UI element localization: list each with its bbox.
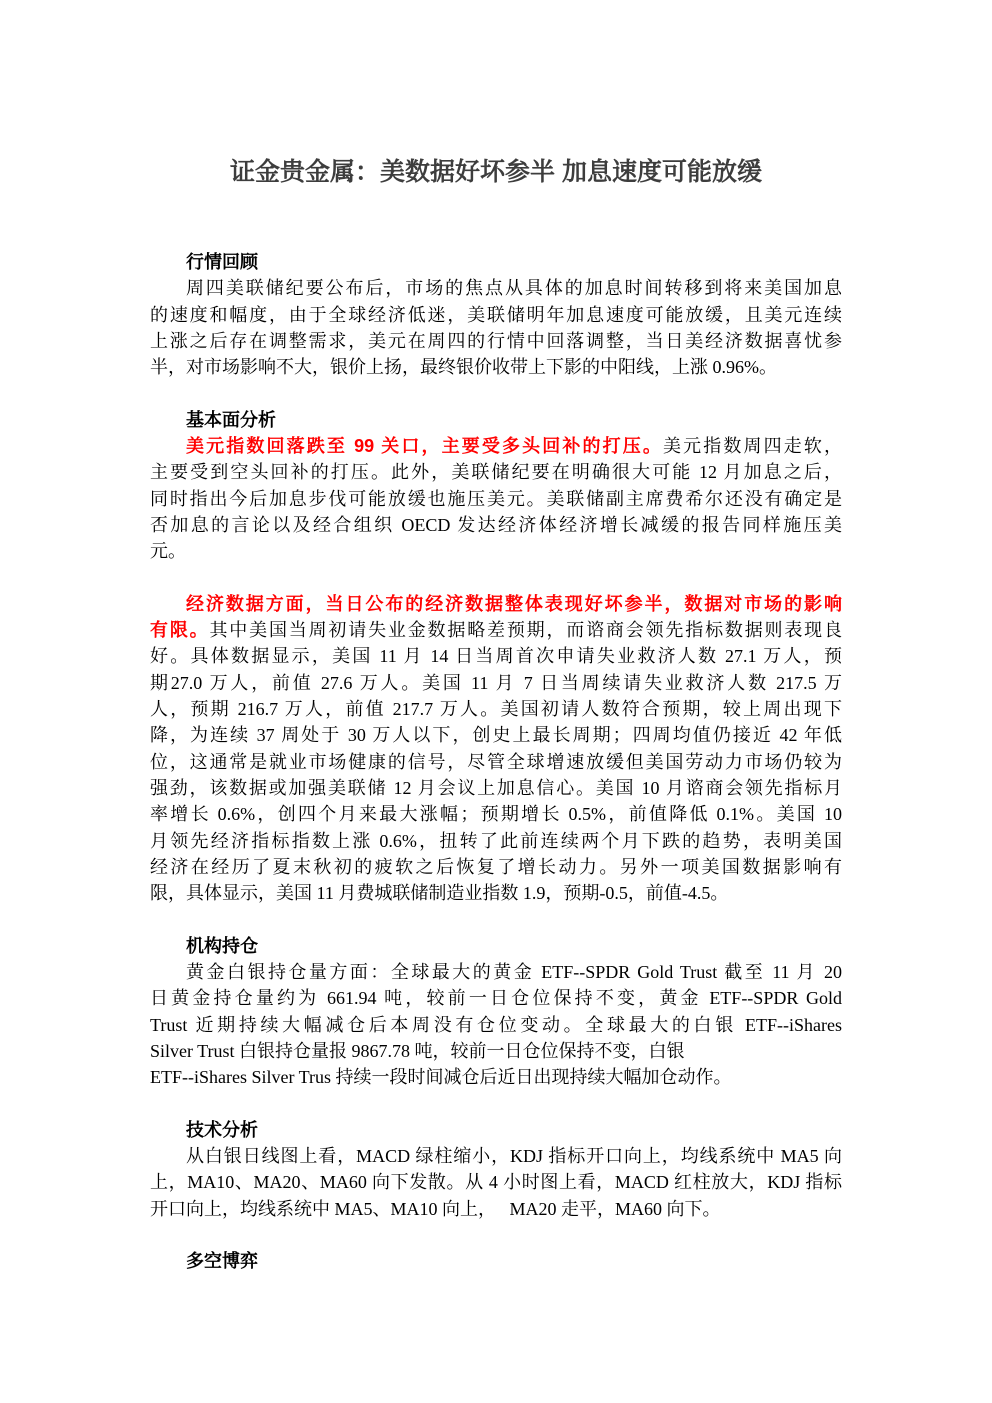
paragraph-line: 否加息的言论以及经合组织 OECD 发达经济体经济增长减缓的报告同样施压美 [150, 514, 842, 535]
section-heading: 基本面分析 [186, 409, 276, 430]
blank-line [150, 1091, 842, 1117]
paragraph-line: 经济在经历了夏末秋初的疲软之后恢复了增长动力。另外一项美国数据影响有 [150, 856, 842, 877]
paragraph-line: 上涨之后存在调整需求，美元在周四的行情中回落调整，当日美经济数据喜忧参 [150, 330, 842, 351]
paragraph-line: 黄金白银持仓量方面：全球最大的黄金 ETF--SPDR Gold Trust 截至 11 月 20 [186, 962, 842, 983]
paragraph-line [150, 617, 842, 643]
paragraph-line: 开口向上，均线系统中 MA5、MA10 向上， MA20 走平，MA60 向下。 [150, 1198, 721, 1219]
paragraph-line: 同时指出今后加息步伐可能放缓也施压美元。美联储副主席费希尔还没有确定是 [150, 488, 842, 509]
paragraph [150, 433, 842, 564]
highlight-text: 经济数据方面，当日公布的经济数据整体表现好坏参半，数据对市场的影响 [186, 593, 842, 614]
paragraph [150, 591, 842, 907]
paragraph-line: 的速度和幅度，由于全球经济低迷，美联储明年加息速度可能放缓，且美元连续 [150, 304, 842, 325]
paragraph-line: 率增长 0.6%，创四个月来最大涨幅；预期增长 0.5%，前值降低 0.1%。美国 10 [150, 804, 842, 825]
section-bull-bear-game [150, 1248, 842, 1274]
section-heading: 多空博弈 [186, 1251, 258, 1272]
article-body [150, 249, 842, 1275]
paragraph-line [150, 433, 842, 459]
section-heading: 机构持仓 [186, 935, 258, 956]
paragraph-line: Silver Trust 白银持仓量报 9867.78 吨，较前一日仓位保持不变，白银 [150, 1040, 685, 1061]
paragraph-line: 主要受到空头回补的打压。此外，美联储纪要在明确很大可能 12 月加息之后， [150, 462, 842, 483]
highlight-text: 有限。 [150, 620, 210, 641]
section-technical-analysis [150, 1117, 842, 1222]
paragraph-line: Trust 近期持续大幅减仓后本周没有仓位变动。全球最大的白银 ETF--iShares [150, 1014, 842, 1035]
paragraph-line: 强劲，该数据或加强美联储 12 月会议上加息信心。美国 10 月谘商会领先指标月 [150, 777, 842, 798]
paragraph [150, 959, 842, 1090]
blank-line [150, 906, 842, 932]
section-heading: 技术分析 [186, 1119, 258, 1140]
section-heading: 行情回顾 [186, 252, 258, 272]
paragraph-line: ETF--iShares Silver Trus 持续一段时间减仓后近日出现持续大幅加仓动作。 [150, 1067, 732, 1088]
line-text: 其中美国当周初请失业金数据略差预期，而谘商会领先指标数据则表现良 [209, 620, 843, 641]
blank-line [150, 565, 842, 591]
paragraph [150, 1143, 842, 1222]
paragraph-line: 位，这通常是就业市场健康的信号，尽管全球增速放缓但美国劳动力市场仍较为 [150, 751, 842, 772]
section-market-review [150, 249, 842, 380]
paragraph-line: 人，预期 216.7 万人，前值 217.7 万人。美国初请人数符合预期，较上周出现下 [150, 699, 842, 720]
paragraph-line: 上，MA10、MA20、MA60 向下发散。从 4 小时图上看，MACD 红柱放大，KDJ 指标 [150, 1172, 842, 1193]
paragraph-line: 限，具体显示，美国 11 月费城联储制造业指数 1.9，预期-0.5，前值-4.5。 [150, 883, 729, 904]
section-institutional-holdings [150, 933, 842, 1091]
section-fundamental-analysis [150, 407, 842, 907]
paragraph-line: 降，为连续 37 周处于 30 万人以下，创史上最长周期；四周均值仍接近 42 年低 [150, 725, 842, 746]
blank-line [150, 380, 842, 406]
paragraph [150, 275, 842, 380]
paragraph-line: 好。具体数据显示，美国 11 月 14 日当周首次申请失业救济人数 27.1 万人，预 [150, 646, 842, 667]
paragraph-line: 从白银日线图上看，MACD 绿柱缩小，KDJ 指标开口向上，均线系统中 MA5 向 [186, 1146, 842, 1167]
paragraph-line: 半，对市场影响不大，银价上扬，最终银价收带上下影的中阳线，上涨 0.96%。 [150, 357, 777, 378]
paragraph-line: 月领先经济指标指数上涨 0.6%，扭转了此前连续两个月下跌的趋势，表明美国 [150, 830, 842, 851]
blank-line [150, 1222, 842, 1248]
line-text: 美元指数周四走软， [663, 436, 842, 457]
article-title: 证金贵金属：美数据好坏参半 加息速度可能放缓 [230, 158, 762, 186]
highlight-text: 美元指数回落跌至 99 关口，主要受多头回补的打压。 [186, 436, 663, 457]
paragraph-line: 元。 [150, 541, 186, 562]
paragraph-line: 日黄金持仓量约为 661.94 吨，较前一日仓位保持不变，黄金 ETF--SPDR Gold [150, 988, 842, 1009]
paragraph-line [150, 591, 842, 617]
paragraph-line: 期27.0 万人，前值 27.6 万人。美国 11 月 7 日当周续请失业救济人数 217.5 万 [150, 672, 842, 693]
paragraph-line: 周四美联储纪要公布后，市场的焦点从具体的加息时间转移到将来美国加息 [186, 278, 842, 299]
